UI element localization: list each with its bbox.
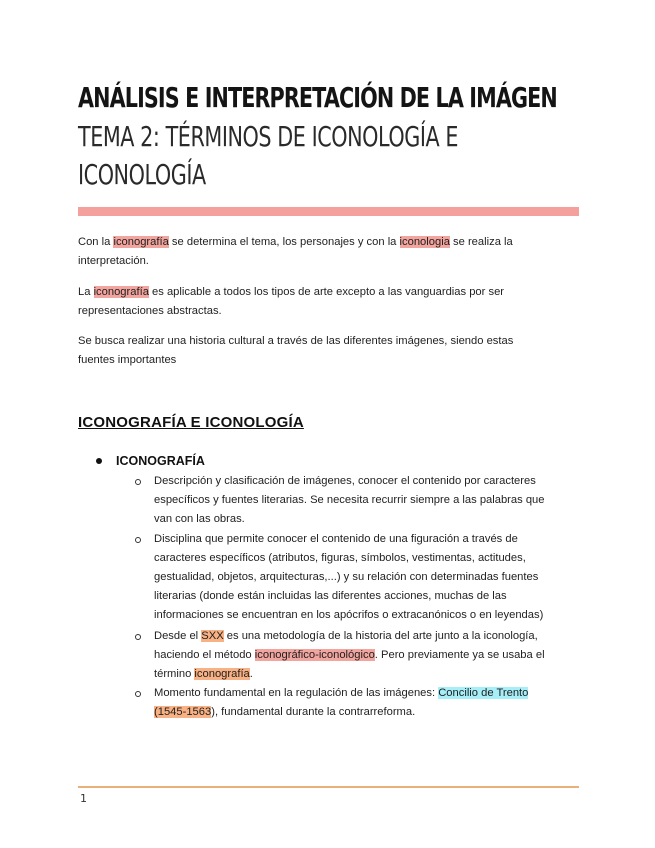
highlight-iconografia: iconografía [194, 668, 250, 680]
title-divider [78, 207, 579, 216]
highlight-iconologia: iconologia [399, 236, 450, 248]
subitem-1: Descripción y clasificación de imágenes, conocer el contenido por caracteres específicos y fuentes literarias. Se necesita recurrir siempre a las palabras que van con las obras. [154, 475, 545, 525]
subtitle-line-2: ICONOLOGÍA [78, 158, 206, 191]
subitem-2: Disciplina que permite conocer el contenido de una figuración a través de caracteres específicos (atributos, figuras, símbolos, vestimentas, actitudes, gestualidad, objetos, arquitecturas,...) y su relación con determinadas fuentes literarias (donde están incluidas las diferentes acciones, muchas de las informaciones se encuentran en los apócrifos o extracanónicos o en leyendas) [154, 533, 544, 621]
bullet-dot-icon [96, 458, 102, 464]
page-number: 1 [80, 792, 87, 805]
highlight-concilio: Concilio de Trento [438, 687, 529, 699]
highlight-iconografia: iconografía [113, 236, 169, 248]
document-subtitle [78, 118, 478, 194]
section-heading: ICONOGRAFÍA E ICONOLOGÍA [78, 414, 304, 431]
document-title: ANÁLISIS E INTERPRETACIÓN DE LA IMÁGEN [78, 81, 557, 114]
footer-divider [78, 786, 579, 788]
highlight-iconografia: iconografía [93, 286, 149, 298]
subitem-4: Momento fundamental en la regulación de las imágenes: Concilio de Trento (1545-1563), fundamental durante la contrarreforma. [154, 687, 529, 718]
subtitle-line-1: TEMA 2: TÉRMINOS DE ICONOLOGÍA E [78, 120, 459, 153]
circle-bullet-icon [135, 479, 141, 485]
intro-paragraph-3: Se busca realizar una historia cultural a través de las diferentes imágenes, siendo estas fuentes importantes [78, 335, 514, 366]
circle-bullet-icon [135, 634, 141, 640]
highlight-sxx: SXX [201, 630, 224, 642]
circle-bullet-icon [135, 537, 141, 543]
intro-paragraph-2: La iconografía es aplicable a todos los tipos de arte excepto a las vanguardias por ser representaciones abstractas. [78, 286, 505, 317]
intro-paragraph-1: Con la iconografía se determina el tema, los personajes y con la iconologia se realiza la interpretación. [78, 236, 513, 267]
subitem-3: Desde el SXX es una metodología de la historia del arte junto a la iconología, haciendo el método iconográfico-iconológico. Pero previamente ya se usaba el término iconografía. [154, 630, 545, 680]
highlight-metodo: iconográfico-iconológico [254, 649, 375, 661]
circle-bullet-icon [135, 691, 141, 697]
bullet-iconografia: ICONOGRAFÍA [96, 454, 205, 468]
highlight-dates: (1545-1563 [154, 706, 212, 718]
